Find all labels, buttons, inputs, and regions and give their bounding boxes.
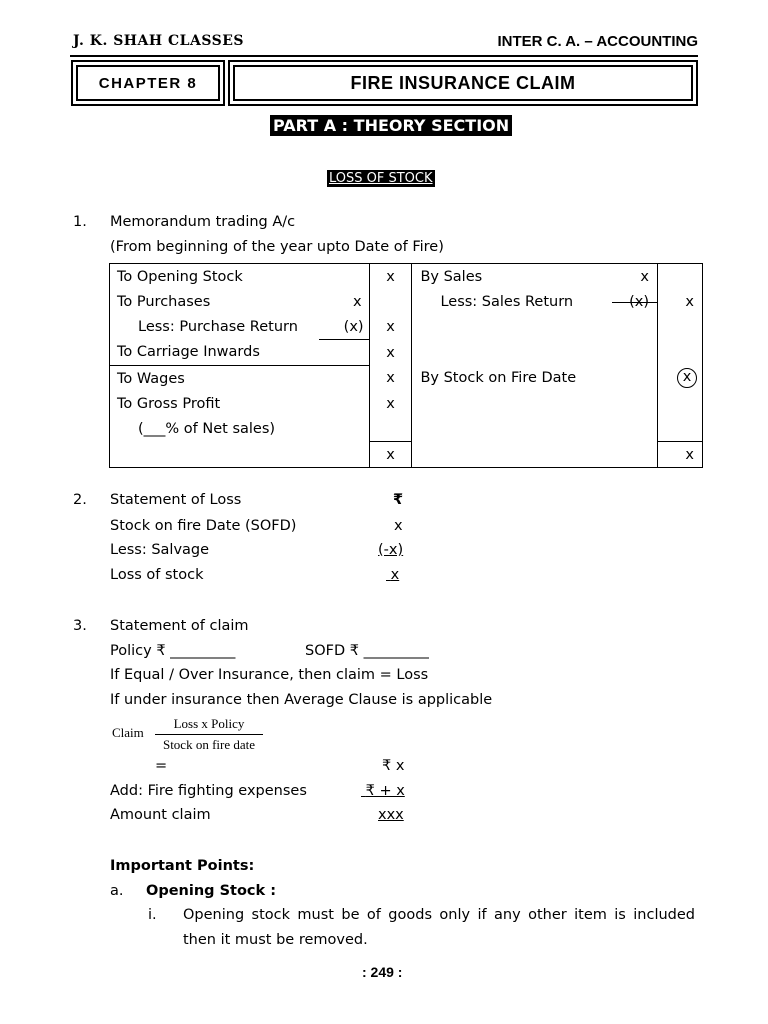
point-a-label: Opening Stock :	[146, 883, 277, 899]
row1-right-inner: x	[602, 264, 658, 290]
currency-symbol: ₹	[393, 492, 404, 508]
fire-fighting-label: Add: Fire fighting expenses	[110, 783, 307, 799]
table-row-total	[110, 442, 703, 468]
table-row	[110, 340, 703, 366]
section-title: LOSS OF STOCK	[329, 171, 433, 186]
row7-left-label: (___% of Net sales)	[110, 416, 320, 442]
total-right-amount: x	[658, 442, 703, 468]
row1-right-label: By Sales	[412, 264, 602, 290]
row5-left-amount: x	[369, 366, 412, 392]
fire-fighting-value: ₹ + x	[365, 783, 405, 799]
loss-of-stock-value: x	[390, 567, 400, 583]
amount-claim-label: Amount claim	[110, 807, 211, 823]
row2-right-label: Less: Sales Return	[440, 293, 574, 310]
important-points-title: Important Points:	[110, 858, 255, 874]
equals-sign: =	[155, 758, 168, 774]
part-title: PART A : THEORY SECTION	[270, 115, 512, 136]
table-row	[110, 314, 703, 340]
table-row	[110, 416, 703, 442]
sofd-field: SOFD ₹ _________	[305, 643, 429, 659]
salvage-label: Less: Salvage	[110, 542, 210, 558]
point-i-line2: then it must be removed.	[183, 932, 368, 948]
item1-number: 1.	[73, 214, 87, 230]
sofd-value: x	[394, 518, 403, 534]
row6-left-label: To Gross Profit	[110, 391, 320, 416]
row6-left-amount: x	[369, 391, 412, 416]
row2-left-label: To Purchases	[110, 289, 320, 314]
row1-left-label: To Opening Stock	[110, 264, 320, 290]
item3-title: Statement of claim	[110, 618, 249, 634]
header-org: J. K. SHAH CLASSES	[73, 33, 245, 49]
row3-left-label: Less: Purchase Return	[110, 314, 320, 340]
chapter-title: FIRE INSURANCE CLAIM	[350, 72, 576, 93]
salvage-value: (-x)	[378, 542, 404, 558]
page-number: : 249 :	[362, 964, 403, 980]
table-row	[110, 391, 703, 416]
sofd-label: Stock on fire Date (SOFD)	[110, 518, 297, 534]
chapter-title-box	[228, 60, 698, 106]
loss-of-stock-label: Loss of stock	[110, 567, 204, 583]
table-row	[110, 366, 703, 392]
point-i-number: i.	[148, 907, 157, 923]
chapter-box	[71, 60, 225, 106]
header-course: INTER C. A. – ACCOUNTING	[497, 33, 698, 50]
total-left-amount: x	[369, 442, 412, 468]
formula-label: Claim	[112, 725, 144, 740]
point-i-line1: Opening stock must be of goods only if any other item is included	[183, 907, 695, 923]
row2-right-inner: (x)	[602, 289, 658, 314]
row4-left-label: To Carriage Inwards	[110, 340, 320, 366]
claim-value: ₹ x	[382, 758, 405, 774]
policy-field: Policy ₹ _________	[110, 643, 236, 659]
item1-subtitle: (From beginning of the year upto Date of Fire)	[110, 239, 444, 255]
row1-left-amount: x	[369, 264, 412, 290]
over-insurance-rule: If Equal / Over Insurance, then claim = Loss	[110, 667, 429, 683]
row2-left-inner: x	[319, 289, 369, 314]
formula-denominator: Stock on fire date	[162, 737, 256, 752]
amount-claim-value: xxx	[378, 807, 404, 823]
fraction-bar	[155, 734, 263, 735]
row3-left-inner: (x)	[319, 314, 369, 340]
chapter-label: CHAPTER 8	[98, 74, 198, 92]
row3-left-amount: x	[369, 314, 412, 340]
row2-right-amount: x	[658, 289, 703, 314]
average-clause-rule: If under insurance then Average Clause is applicable	[110, 692, 493, 708]
memorandum-trading-table	[109, 263, 703, 468]
header-divider	[70, 55, 698, 57]
row5-right-label: By Stock on Fire Date	[420, 370, 577, 387]
row5-left-label: To Wages	[110, 366, 320, 392]
item1-title: Memorandum trading A/c	[110, 214, 296, 230]
point-a-number: a.	[110, 883, 124, 899]
item2-title: Statement of Loss	[110, 492, 242, 508]
row5-right-amount: x	[677, 368, 697, 388]
item3-number: 3.	[73, 618, 87, 634]
row4-left-amount: x	[369, 340, 412, 366]
formula-numerator: Loss x Policy	[173, 716, 245, 731]
table-row	[110, 264, 703, 290]
item2-number: 2.	[73, 492, 87, 508]
